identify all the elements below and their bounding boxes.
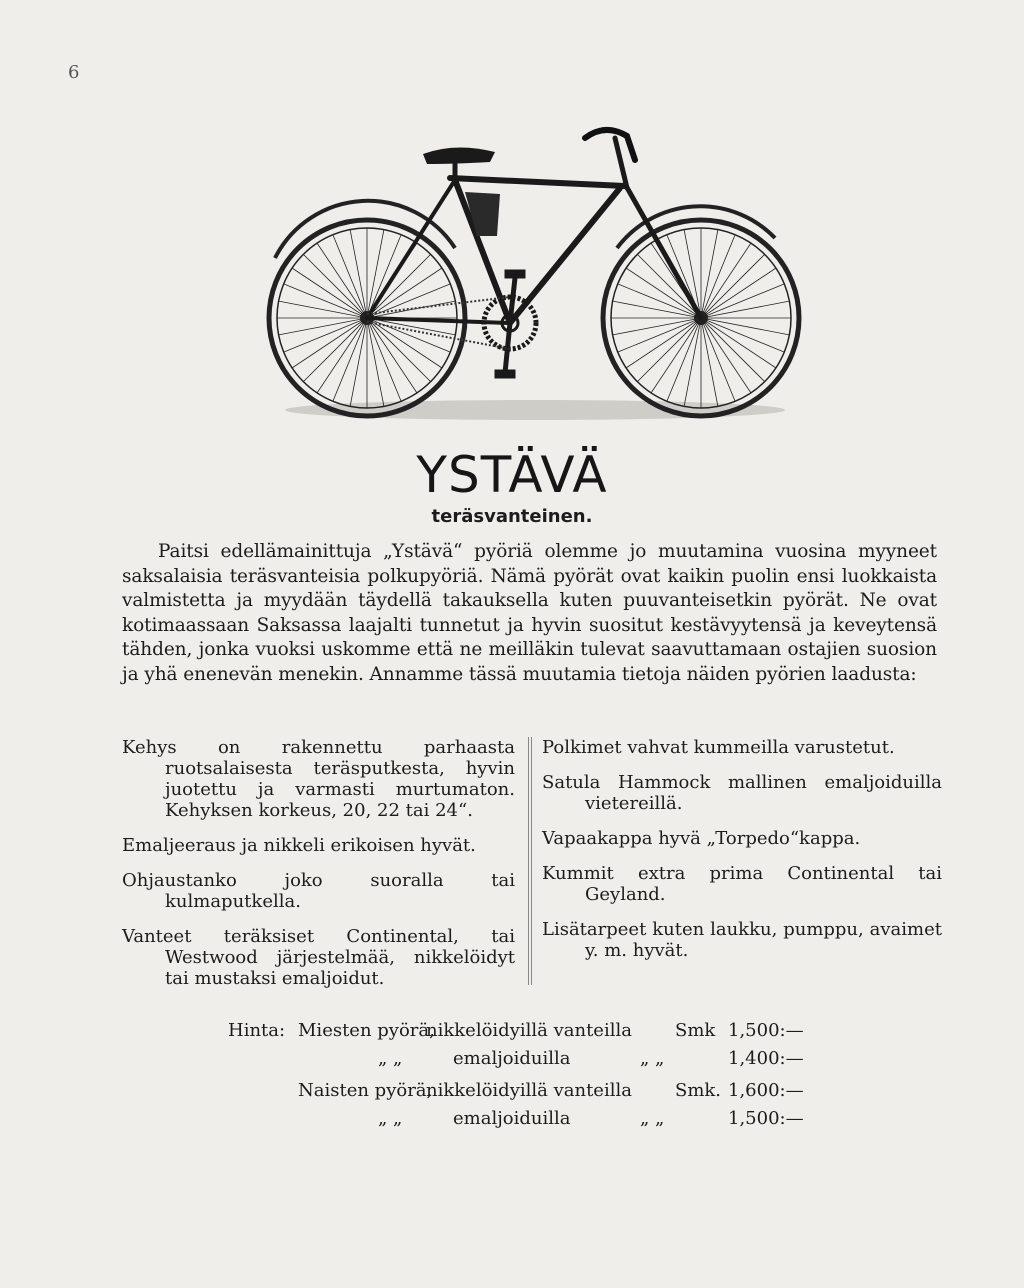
price-finish: nikkelöidyillä vanteilla [426,1020,632,1041]
spec-item: Lisätarpeet kuten laukku, pumppu, avaimet y. m. hyvät. [542,919,942,961]
spec-item: Ohjaustanko joko suoralla tai kulmaputkella. [122,870,515,912]
price-model: „ „ [378,1048,403,1069]
rear-wheel [269,201,465,416]
front-wheel [603,206,799,416]
spec-item: Vanteet teräksiset Continental, tai Westwood järjestelmää, nikkelöidyt tai mustaksi emaljoidut. [122,926,515,989]
spec-item: Satula Hammock mallinen emaljoiduilla vietereillä. [542,772,942,814]
price-row [228,1108,828,1134]
price-currency: Smk. [675,1080,722,1101]
price-row [228,1020,828,1046]
spec-item: Polkimet vahvat kummeilla varustetut. [542,737,895,758]
price-currency: „ „ [640,1108,665,1129]
product-title: YSTÄVÄ [416,446,608,504]
price-label: Hinta: [228,1020,286,1041]
price-model: Miesten pyörä, [298,1020,435,1041]
price-finish: nikkelöidyillä vanteilla [426,1080,632,1101]
spec-item: Kehys on rakennettu parhaasta ruotsalaisesta teräsputkesta, hyvin juotettu ja varmasti murtumaton. Kehyksen korkeus, 20, 22 tai 24“. [122,737,515,821]
frame [367,138,701,323]
bicycle-illustration [255,118,815,438]
spec-item: Emaljeeraus ja nikkeli erikoisen hyvät. [122,835,476,856]
specs-left-column [122,737,515,1003]
price-finish: emaljoiduilla [453,1108,571,1129]
price-model: Naisten pyörä, [298,1080,433,1101]
spec-item: Kummit extra prima Continental tai Geyland. [542,863,942,905]
price-row [228,1080,828,1106]
price-row [228,1048,828,1074]
price-model: „ „ [378,1108,403,1129]
page-number: 6 [68,62,80,83]
column-divider [528,737,532,985]
price-amount: 1,500:— [728,1108,804,1129]
spec-item: Vapaakappa hyvä „Torpedo“kappa. [542,828,861,849]
saddle [423,147,495,164]
price-currency: Smk [675,1020,716,1041]
price-amount: 1,600:— [728,1080,804,1101]
intro-paragraph: Paitsi edellämainittuja „Ystävä“ pyöriä olemme jo muutamina vuosina myyneet saksalaisia teräsvanteisia polkupyöriä. Nämä pyörät ovat kaikin puolin ensi luokkaista valmistetta ja myydään täydellä takauksella kuten puuvanteisetkin pyörät. Ne ovat kotimaassaan Saksassa laajalti tunnetut ja hyvin suositut kestävyytensä ja keveytensä tähden, jonka vuoksi uskomme että ne meilläkin tulevat saavuttamaan ostajien suosion ja yhä enenevän menekin. Annamme tässä muutamia tietoja näiden pyörien laadusta: [122,541,937,685]
specs-right-column [542,737,942,975]
product-subtitle: teräsvanteinen. [431,506,593,527]
specifications [122,737,942,989]
handlebar [585,130,635,160]
price-amount: 1,500:— [728,1020,804,1041]
price-finish: emaljoiduilla [453,1048,571,1069]
price-amount: 1,400:— [728,1048,804,1069]
price-currency: „ „ [640,1048,665,1069]
